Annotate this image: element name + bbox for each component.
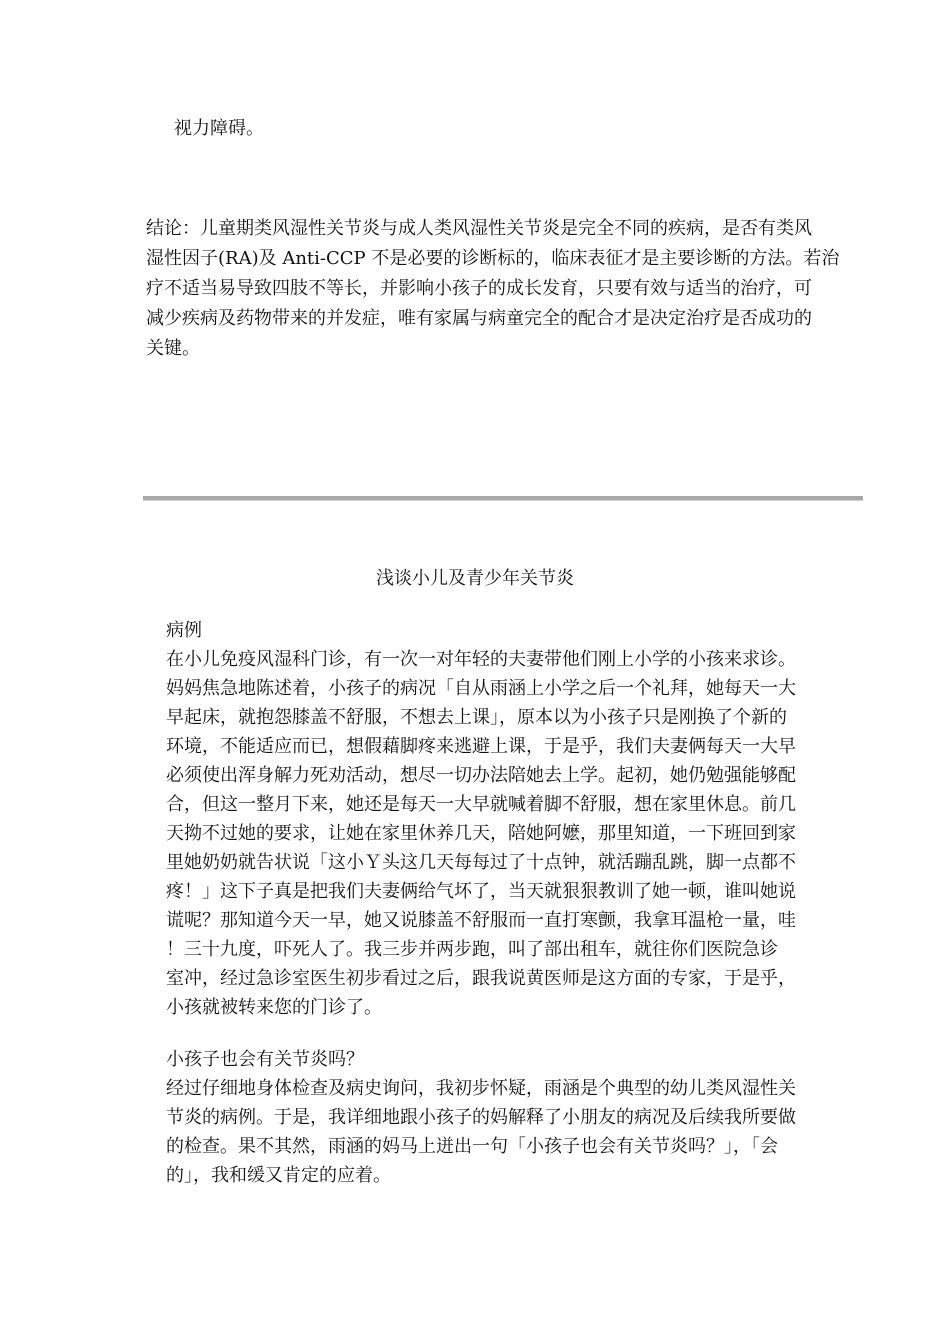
answer-line: 节炎的病例。于是，我详细地跟小孩子的妈解释了小朋友的病况及后续我所要做 — [166, 1107, 796, 1128]
top-fragment-text: 视力障碍。 — [174, 118, 264, 139]
conclusion-line: 疗不适当易导致四肢不等长，并影响小孩子的成长发育，只要有效与适当的治疗，可 — [146, 278, 812, 299]
case-line: 必须使出浑身解力死劝活动，想尽一切办法陪她去上学。起初，她仍勉强能够配 — [166, 765, 796, 786]
conclusion-line: 湿性因子(RA)及 Anti-CCP 不是必要的诊断标的，临床表征才是主要诊断的方法。若治 — [146, 248, 840, 269]
section-heading-case: 病例 — [166, 620, 202, 641]
case-line: 室冲，经过急诊室医生初步看过之后，跟我说黄医师是这方面的专家，于是乎， — [166, 968, 796, 989]
conclusion-line: 结论：儿童期类风湿性关节炎与成人类风湿性关节炎是完全不同的疾病，是否有类风 — [146, 218, 812, 239]
answer-line: 的」，我和缓又肯定的应着。 — [166, 1165, 391, 1186]
section-divider — [143, 496, 863, 501]
case-line: 里她奶奶就告状说「这小Ｙ头这几天每每过了十点钟，就活蹦乱跳，脚一点都不 — [166, 852, 796, 873]
case-line: 疼！」这下子真是把我们夫妻俩给气坏了，当天就狠狠教训了她一顿，谁叫她说 — [166, 881, 796, 902]
case-line: 妈妈焦急地陈述着，小孩子的病况「自从雨涵上小学之后一个礼拜，她每天一大 — [166, 678, 796, 699]
case-line: 早起床，就抱怨膝盖不舒服，不想去上课」，原本以为小孩子只是刚换了个新的 — [166, 707, 787, 728]
case-line: ！三十九度，吓死人了。我三步并两步跑，叫了部出租车，就往你们医院急诊 — [166, 939, 778, 960]
answer-line: 的检查。果不其然，雨涵的妈马上迸出一句「小孩子也会有关节炎吗？」，「会 — [166, 1136, 778, 1157]
case-line: 合，但这一整月下来，她还是每天一大早就喊着脚不舒服，想在家里休息。前几 — [166, 794, 796, 815]
conclusion-line: 减少疾病及药物带来的并发症，唯有家属与病童完全的配合才是决定治疗是否成功的 — [146, 308, 812, 329]
section-heading-question: 小孩子也会有关节炎吗？ — [166, 1049, 364, 1070]
case-line: 环境，不能适应而已，想假藉脚疼来逃避上课，于是乎，我们夫妻俩每天一大早 — [166, 736, 796, 757]
article-title: 浅谈小儿及青少年关节炎 — [376, 568, 574, 589]
case-line: 谎呢？那知道今天一早，她又说膝盖不舒服而一直打寒颤，我拿耳温枪一量，哇 — [166, 910, 796, 931]
case-line: 在小儿免疫风湿科门诊，有一次一对年轻的夫妻带他们刚上小学的小孩来求诊。 — [166, 649, 796, 670]
case-line: 天拗不过她的要求，让她在家里休养几天，陪她阿嬷，那里知道，一下班回到家 — [166, 823, 796, 844]
case-line: 小孩就被转来您的门诊了。 — [166, 997, 382, 1018]
conclusion-line: 关键。 — [146, 338, 200, 359]
answer-line: 经过仔细地身体检查及病史询问，我初步怀疑，雨涵是个典型的幼儿类风湿性关 — [166, 1078, 796, 1099]
